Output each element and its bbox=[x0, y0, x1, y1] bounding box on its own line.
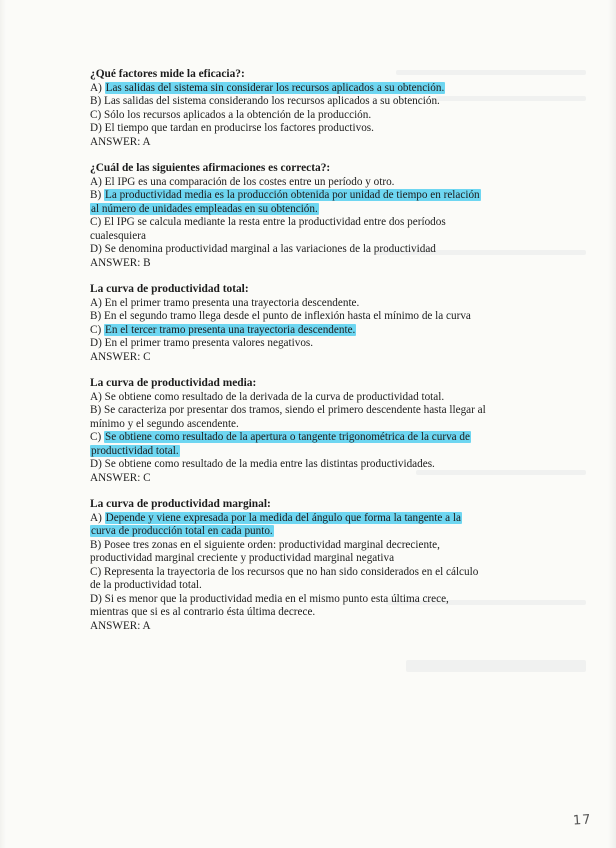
option-line bbox=[90, 431, 520, 445]
option-line bbox=[90, 189, 520, 203]
option-line bbox=[90, 552, 520, 566]
option-line bbox=[90, 297, 520, 311]
option-line bbox=[90, 176, 520, 190]
answer-key: ANSWER: C bbox=[90, 471, 151, 484]
question-title: ¿Cuál de las siguientes afirmaciones es correcta?: bbox=[90, 162, 331, 174]
question-block bbox=[90, 283, 520, 364]
answer-key: ANSWER: A bbox=[90, 619, 151, 632]
option-letter: A) bbox=[90, 175, 105, 188]
option-letter: C) bbox=[90, 216, 104, 228]
answer-option bbox=[90, 593, 520, 620]
question-block bbox=[90, 68, 520, 149]
option-text: El tiempo que tardan en producirse los factores productivos. bbox=[104, 122, 374, 134]
highlighted-text: En el tercer tramo presenta una trayectoria descendente. bbox=[104, 323, 356, 336]
option-line bbox=[90, 458, 520, 472]
option-line bbox=[90, 109, 520, 123]
option-letter: C) bbox=[90, 323, 104, 336]
option-letter: D) bbox=[90, 243, 105, 255]
option-text: El IPG es una comparación de los costes entre un período y otro. bbox=[104, 175, 395, 188]
answer-option bbox=[90, 95, 520, 109]
highlighted-text: curva de producción total en cada punto. bbox=[91, 525, 273, 537]
option-line bbox=[90, 566, 520, 580]
option-line bbox=[90, 310, 520, 324]
option-text: Se obtiene como resultado de la media entre las distintas productividades. bbox=[104, 458, 435, 470]
option-letter: D) bbox=[90, 122, 105, 134]
question-title: La curva de productividad media: bbox=[90, 377, 257, 389]
option-letter: D) bbox=[90, 592, 105, 605]
question-block bbox=[90, 162, 520, 270]
option-text: mientras que si es al contrario ésta última decrece. bbox=[90, 606, 316, 618]
page-number: 17 bbox=[572, 812, 593, 829]
option-text: Se obtiene como resultado de la derivada de la curva de productividad total. bbox=[104, 390, 445, 403]
option-letter: A) bbox=[90, 81, 105, 94]
highlighted-text: al número de unidades empleadas en su obtención. bbox=[91, 202, 318, 215]
highlighted-text: Se obtiene como resultado de la apertura o tangente trigonométrica de la curva de bbox=[104, 431, 470, 443]
option-line bbox=[90, 593, 520, 607]
option-line bbox=[90, 418, 520, 432]
answer-key: ANSWER: B bbox=[90, 256, 151, 269]
option-text: productividad marginal creciente y productividad marginal negativa bbox=[90, 552, 395, 564]
answer-option bbox=[90, 404, 520, 431]
question-list bbox=[90, 68, 520, 646]
option-line bbox=[90, 579, 520, 593]
question-title: ¿Qué factores mide la eficacia?: bbox=[90, 68, 245, 80]
answer-option bbox=[90, 458, 520, 472]
answer-option bbox=[90, 122, 520, 136]
answer-option bbox=[90, 189, 520, 216]
option-line bbox=[90, 230, 520, 244]
question-block bbox=[90, 498, 520, 633]
answer-option bbox=[90, 243, 520, 257]
option-line bbox=[90, 122, 520, 136]
question-title: La curva de productividad total: bbox=[90, 283, 249, 295]
answer-option bbox=[90, 324, 520, 338]
option-line bbox=[90, 539, 520, 553]
answer-option bbox=[90, 512, 520, 539]
option-letter: D) bbox=[90, 458, 105, 470]
answer-option bbox=[90, 176, 520, 190]
option-line bbox=[90, 324, 520, 338]
option-letter: A) bbox=[90, 511, 105, 524]
option-text: Si es menor que la productividad media en el mismo punto esta última crece, bbox=[104, 592, 449, 605]
option-letter: C) bbox=[90, 565, 104, 578]
option-text: El IPG se calcula mediante la resta entre la productividad entre dos períodos bbox=[103, 216, 446, 228]
option-letter: D) bbox=[90, 337, 105, 349]
option-letter: C) bbox=[90, 431, 104, 443]
option-letter: B) bbox=[90, 310, 104, 322]
answer-option bbox=[90, 431, 520, 458]
option-line bbox=[90, 512, 520, 526]
option-line bbox=[90, 391, 520, 405]
option-line bbox=[90, 337, 520, 351]
answer-option bbox=[90, 310, 520, 324]
option-line bbox=[90, 95, 520, 109]
option-line bbox=[90, 445, 520, 459]
highlighted-text: productividad total. bbox=[91, 444, 179, 457]
option-line bbox=[90, 82, 520, 96]
option-line bbox=[90, 525, 520, 539]
option-line bbox=[90, 606, 520, 620]
option-text: Se caracteriza por presentar dos tramos, siendo el primero descendente hasta llegar al bbox=[103, 404, 486, 416]
answer-option bbox=[90, 82, 520, 96]
option-text: mínimo y el segundo ascendente. bbox=[90, 417, 239, 430]
question-title: La curva de productividad marginal: bbox=[90, 498, 271, 510]
option-letter: B) bbox=[90, 189, 104, 201]
bleed-through-mark bbox=[406, 660, 586, 672]
option-letter: B) bbox=[90, 95, 104, 107]
answer-key: ANSWER: A bbox=[90, 135, 151, 148]
answer-option bbox=[90, 216, 520, 243]
option-text: En el segundo tramo llega desde el punto de inflexión hasta el mínimo de la curva bbox=[103, 310, 471, 322]
answer-option bbox=[90, 391, 520, 405]
option-line bbox=[90, 243, 520, 257]
answer-option bbox=[90, 566, 520, 593]
answer-option bbox=[90, 539, 520, 566]
answer-option bbox=[90, 337, 520, 351]
option-letter: C) bbox=[90, 108, 104, 121]
highlighted-text: Depende y viene expresada por la medida del ángulo que forma la tangente a la bbox=[105, 511, 461, 524]
option-text: Sólo los recursos aplicados a la obtención de la producción. bbox=[103, 108, 372, 121]
option-line bbox=[90, 404, 520, 418]
option-text: de la productividad total. bbox=[90, 579, 202, 591]
option-line bbox=[90, 216, 520, 230]
option-text: Las salidas del sistema considerando los recursos aplicados a su obtención. bbox=[103, 95, 440, 107]
option-letter: A) bbox=[90, 296, 105, 309]
answer-option bbox=[90, 297, 520, 311]
answer-key: ANSWER: C bbox=[90, 350, 151, 363]
option-text: En el primer tramo presenta valores negativos. bbox=[104, 337, 314, 349]
question-block bbox=[90, 377, 520, 485]
option-text: Posee tres zonas en el siguiente orden: productividad marginal decreciente, bbox=[103, 538, 440, 551]
option-line bbox=[90, 203, 520, 217]
option-text: En el primer tramo presenta una trayectoria descendente. bbox=[104, 296, 360, 309]
highlighted-text: Las salidas del sistema sin considerar los recursos aplicados a su obtención. bbox=[105, 81, 445, 94]
answer-option bbox=[90, 109, 520, 123]
option-letter: B) bbox=[90, 538, 104, 551]
option-text: Se denomina productividad marginal a las variaciones de la productividad bbox=[104, 243, 436, 255]
option-letter: A) bbox=[90, 390, 105, 403]
highlighted-text: La productividad media es la producción obtenida por unidad de tiempo en relación bbox=[104, 189, 480, 201]
option-letter: B) bbox=[90, 404, 104, 416]
option-text: Representa la trayectoria de los recursos que no han sido considerados en el cálculo bbox=[103, 565, 479, 578]
option-text: cualesquiera bbox=[90, 229, 146, 242]
